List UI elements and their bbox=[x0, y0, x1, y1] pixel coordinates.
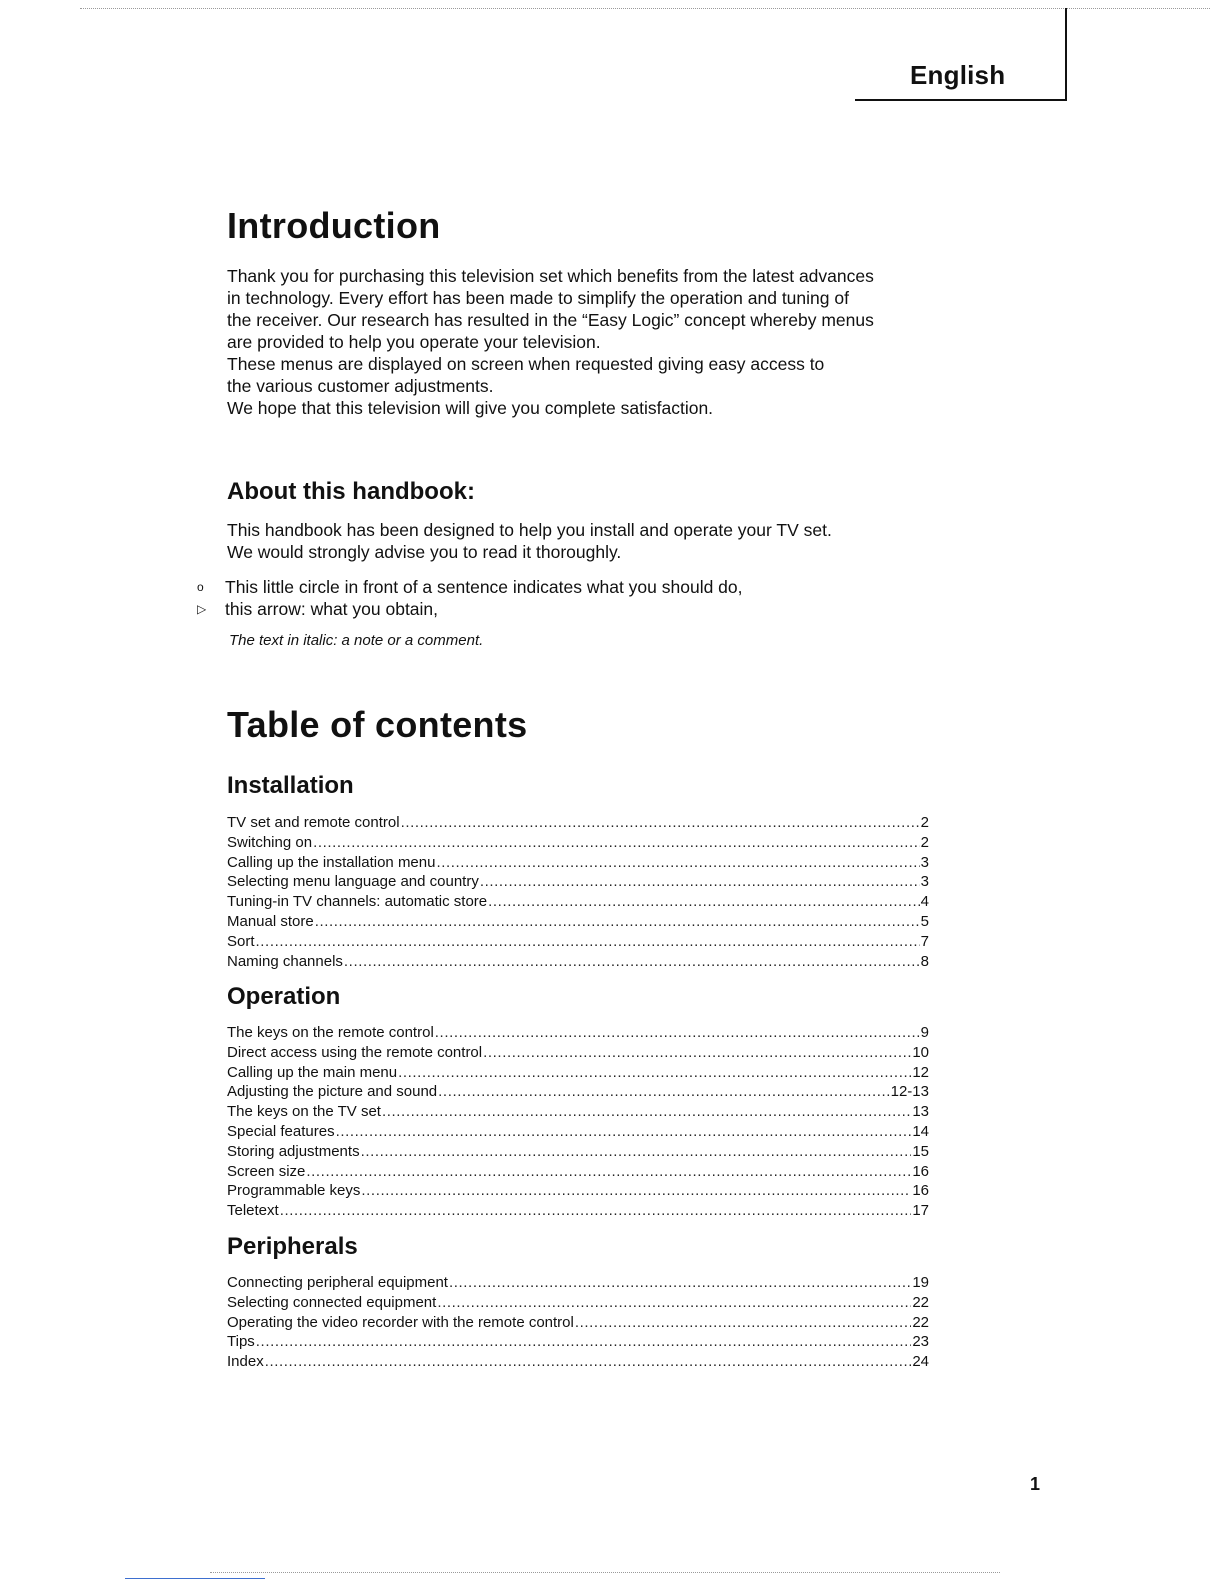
toc-entry-page: 2 bbox=[920, 814, 929, 831]
toc-entry-title: Direct access using the remote control bbox=[227, 1043, 483, 1061]
toc-entry-page: 15 bbox=[912, 1142, 929, 1160]
toc-entry[interactable] bbox=[227, 1122, 929, 1142]
toc-entry-title: Storing adjustments bbox=[227, 1142, 360, 1160]
toc-list-peripherals bbox=[227, 1273, 929, 1372]
dot-leader bbox=[480, 872, 920, 892]
toc-entry[interactable] bbox=[227, 1332, 929, 1352]
dot-leader bbox=[382, 1102, 911, 1122]
toc-entry-title: Index bbox=[227, 1353, 264, 1371]
dot-leader bbox=[575, 1313, 911, 1333]
circle-bullet-icon: o bbox=[197, 580, 204, 594]
toc-entry-title: Tuning-in TV channels: automatic store bbox=[227, 893, 488, 911]
toc-entry-page: 22 bbox=[912, 1293, 929, 1311]
toc-entry-title: Sort bbox=[227, 932, 255, 950]
legend-item-circle bbox=[197, 576, 743, 598]
toc-entry-page: 10 bbox=[912, 1043, 929, 1061]
dot-leader bbox=[436, 853, 919, 873]
toc-entry[interactable] bbox=[227, 1313, 929, 1333]
toc-entry-title: Calling up the main menu bbox=[227, 1063, 398, 1081]
toc-entry-page: 3 bbox=[920, 873, 929, 891]
toc-entry-page: 24 bbox=[912, 1353, 929, 1371]
toc-entry-title: The keys on the remote control bbox=[227, 1024, 434, 1041]
text-line: in technology. Every effort has been made to simplify the operation and tuning of bbox=[227, 288, 849, 308]
text-line: the various customer adjustments. bbox=[227, 376, 494, 396]
dot-leader bbox=[398, 1063, 911, 1083]
toc-entry[interactable] bbox=[227, 952, 929, 972]
toc-entry-page: 23 bbox=[912, 1333, 929, 1351]
toc-entry-title: Manual store bbox=[227, 912, 314, 930]
toc-entry-page: 16 bbox=[912, 1162, 929, 1180]
toc-entry-page: 2 bbox=[920, 833, 929, 851]
toc-entry-page: 3 bbox=[920, 853, 929, 871]
text-line: We would strongly advise you to read it thoroughly. bbox=[227, 542, 622, 562]
toc-entry[interactable] bbox=[227, 833, 929, 853]
dot-leader bbox=[449, 1273, 911, 1293]
text-line: We hope that this television will give you complete satisfaction. bbox=[227, 398, 714, 418]
toc-entry-title: Teletext bbox=[227, 1202, 279, 1220]
legend-item-arrow bbox=[197, 598, 438, 620]
page-number: 1 bbox=[1030, 1474, 1041, 1494]
toc-entry[interactable] bbox=[227, 872, 929, 892]
toc-entry[interactable] bbox=[227, 932, 929, 952]
toc-entry-title: Selecting menu language and country bbox=[227, 873, 479, 891]
dot-leader bbox=[437, 1293, 911, 1313]
toc-entry[interactable] bbox=[227, 1082, 929, 1102]
dot-leader bbox=[361, 1181, 911, 1201]
handbook-heading: About this handbook: bbox=[227, 478, 475, 505]
toc-entry[interactable] bbox=[227, 1023, 929, 1043]
toc-entry-page: 16 bbox=[912, 1182, 929, 1200]
toc-entry-page: 12 bbox=[912, 1063, 929, 1081]
scan-artifact-link-line bbox=[125, 1578, 265, 1579]
handbook-paragraph bbox=[227, 519, 967, 563]
text-line: These menus are displayed on screen when requested giving easy access to bbox=[227, 354, 825, 374]
toc-entry-page: 12-13 bbox=[890, 1083, 929, 1101]
toc-entry[interactable] bbox=[227, 1201, 929, 1221]
dot-leader bbox=[313, 833, 920, 853]
toc-entry-page: 4 bbox=[920, 893, 929, 911]
text-line: This handbook has been designed to help you install and operate your TV set. bbox=[227, 520, 832, 540]
dot-leader bbox=[256, 1332, 912, 1352]
toc-entry-page: 19 bbox=[912, 1274, 929, 1291]
italic-note: The text in italic: a note or a comment. bbox=[229, 632, 484, 649]
toc-entry-page: 14 bbox=[912, 1122, 929, 1140]
toc-entry-page: 9 bbox=[920, 1024, 929, 1041]
dot-leader bbox=[256, 932, 920, 952]
toc-entry-title: Operating the video recorder with the remote control bbox=[227, 1313, 574, 1331]
toc-section-peripherals: Peripherals bbox=[227, 1233, 358, 1260]
toc-entry-page: 8 bbox=[920, 952, 929, 970]
toc-entry-page: 13 bbox=[912, 1103, 929, 1121]
toc-section-operation: Operation bbox=[227, 983, 341, 1010]
toc-list-installation bbox=[227, 813, 929, 971]
legend-text: this arrow: what you obtain, bbox=[225, 599, 439, 619]
toc-entry[interactable] bbox=[227, 813, 929, 833]
toc-entry[interactable] bbox=[227, 1063, 929, 1083]
toc-entry[interactable] bbox=[227, 1043, 929, 1063]
toc-entry-title: Screen size bbox=[227, 1162, 306, 1180]
toc-entry[interactable] bbox=[227, 1273, 929, 1293]
toc-entry[interactable] bbox=[227, 892, 929, 912]
dot-leader bbox=[280, 1201, 912, 1221]
toc-entry-title: Calling up the installation menu bbox=[227, 853, 436, 871]
toc-entry-title: Tips bbox=[227, 1333, 255, 1351]
toc-entry-title: Programmable keys bbox=[227, 1182, 361, 1200]
legend-text: This little circle in front of a sentence indicates what you should do, bbox=[225, 577, 743, 597]
introduction-paragraph bbox=[227, 265, 967, 419]
toc-entry-title: Switching on bbox=[227, 833, 313, 851]
introduction-heading: Introduction bbox=[227, 205, 441, 246]
toc-entry-title: Connecting peripheral equipment bbox=[227, 1274, 448, 1291]
text-line: the receiver. Our research has resulted in the “Easy Logic” concept whereby menus bbox=[227, 310, 874, 330]
toc-entry[interactable] bbox=[227, 1162, 929, 1182]
toc-entry-page: 7 bbox=[920, 932, 929, 950]
arrow-bullet-icon: ▷ bbox=[197, 602, 207, 616]
dot-leader bbox=[401, 813, 920, 833]
toc-entry-title: TV set and remote control bbox=[227, 814, 400, 831]
toc-entry-page: 22 bbox=[912, 1313, 929, 1331]
dot-leader bbox=[306, 1162, 911, 1182]
dot-leader bbox=[336, 1122, 912, 1142]
toc-entry[interactable] bbox=[227, 1293, 929, 1313]
toc-entry-page: 17 bbox=[912, 1202, 929, 1220]
dot-leader bbox=[265, 1352, 912, 1372]
toc-section-installation: Installation bbox=[227, 772, 354, 799]
toc-entry[interactable] bbox=[227, 912, 929, 932]
toc-entry[interactable] bbox=[227, 1352, 929, 1372]
toc-entry[interactable] bbox=[227, 853, 929, 873]
toc-entry-title: Selecting connected equipment bbox=[227, 1293, 437, 1311]
dot-leader bbox=[438, 1082, 889, 1102]
dot-leader bbox=[435, 1023, 920, 1043]
toc-entry[interactable] bbox=[227, 1142, 929, 1162]
toc-list-operation bbox=[227, 1023, 929, 1221]
text-line: are provided to help you operate your television. bbox=[227, 332, 601, 352]
dot-leader bbox=[315, 912, 920, 932]
toc-entry-title: The keys on the TV set bbox=[227, 1103, 381, 1121]
dot-leader bbox=[483, 1043, 911, 1063]
dot-leader bbox=[344, 952, 920, 972]
scan-artifact-bottom bbox=[210, 1572, 1000, 1573]
text-line: Thank you for purchasing this television set which benefits from the latest advances bbox=[227, 266, 874, 286]
toc-entry-page: 5 bbox=[920, 912, 929, 930]
toc-heading: Table of contents bbox=[227, 704, 528, 745]
toc-entry[interactable] bbox=[227, 1181, 929, 1201]
toc-entry-title: Adjusting the picture and sound bbox=[227, 1083, 438, 1101]
dot-leader bbox=[361, 1142, 912, 1162]
language-label: English bbox=[910, 60, 1006, 90]
dot-leader bbox=[488, 892, 920, 912]
toc-entry[interactable] bbox=[227, 1102, 929, 1122]
toc-entry-title: Naming channels bbox=[227, 952, 343, 970]
toc-entry-title: Special features bbox=[227, 1122, 335, 1140]
